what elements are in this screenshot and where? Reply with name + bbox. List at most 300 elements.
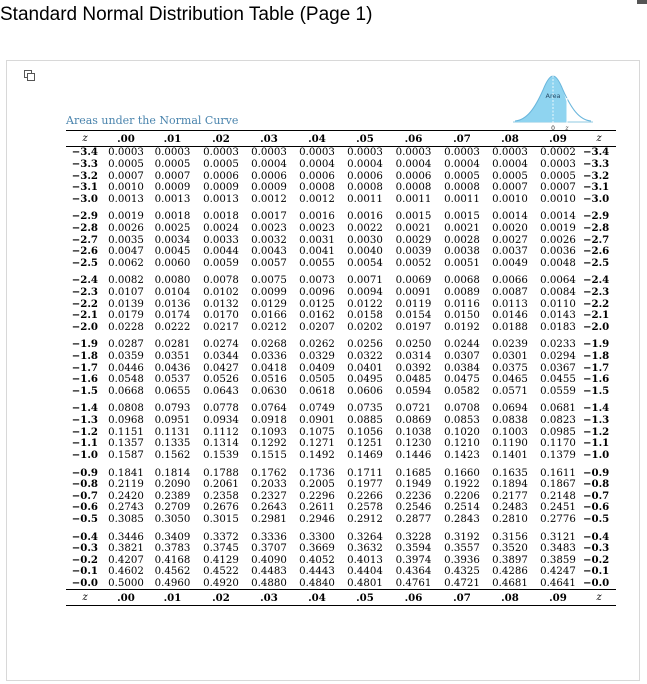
table-row	[66, 525, 616, 543]
probability-cell: 0.0023	[251, 222, 287, 234]
probability-cell: 0.0078	[203, 275, 239, 287]
probability-cell: 0.0003	[299, 147, 335, 159]
table-row	[66, 555, 616, 567]
probability-cell: 0.2420	[108, 490, 144, 502]
probability-cell: 0.0301	[492, 351, 528, 363]
table-row	[66, 223, 616, 235]
row-z-label: −3.1	[71, 181, 98, 194]
probability-cell: 0.0008	[347, 182, 383, 194]
probability-cell: 0.3192	[444, 531, 480, 543]
probability-cell: 0.4090	[251, 554, 287, 566]
probability-cell: 0.0029	[395, 234, 432, 246]
probability-cell: 0.0681	[540, 403, 576, 415]
probability-cell: 0.0068	[444, 275, 480, 287]
probability-cell: 0.4761	[395, 578, 432, 590]
probability-cell: 0.1762	[251, 467, 287, 479]
probability-cell: 0.1379	[540, 449, 576, 461]
probability-cell: 0.2177	[492, 490, 528, 502]
probability-cell: 0.0548	[108, 374, 144, 386]
probability-cell: 0.0516	[251, 374, 287, 386]
probability-cell: 0.0630	[251, 385, 287, 397]
probability-cell: 0.3446	[108, 531, 144, 543]
column-header: .04	[293, 131, 341, 147]
probability-cell: 0.0014	[540, 211, 576, 223]
probability-cell: 0.1170	[540, 438, 576, 450]
probability-cell: 0.0011	[347, 193, 383, 205]
probability-cell: 0.1357	[108, 438, 144, 450]
column-header: .03	[245, 131, 293, 147]
probability-cell: 0.4404	[347, 566, 383, 578]
probability-cell: 0.1894	[492, 479, 528, 491]
probability-cell: 0.0179	[108, 310, 144, 322]
row-z-label: −2.7	[71, 233, 98, 246]
column-header: .08	[486, 590, 534, 606]
probability-cell: 0.0212	[251, 321, 287, 333]
row-z-label: −3.3	[583, 157, 610, 170]
probability-cell: 0.0057	[251, 257, 287, 269]
probability-cell: 0.0694	[492, 403, 528, 415]
probability-cell: 0.0003	[251, 147, 287, 159]
probability-cell: 0.2206	[444, 490, 480, 502]
table-row	[66, 397, 616, 415]
probability-cell: 0.0066	[492, 275, 528, 287]
probability-cell: 0.4840	[299, 578, 335, 590]
probability-cell: 0.3483	[540, 543, 576, 555]
probability-cell: 0.0708	[444, 403, 480, 415]
column-header: .03	[245, 590, 293, 606]
probability-cell: 0.0059	[203, 257, 239, 269]
column-header: .09	[534, 590, 582, 606]
probability-cell: 0.3859	[540, 554, 576, 566]
probability-cell: 0.3156	[492, 531, 528, 543]
row-z-label: −2.5	[583, 256, 610, 269]
row-z-label: −0.0	[583, 577, 610, 590]
probability-cell: 0.1539	[203, 449, 239, 461]
column-header: .04	[293, 590, 341, 606]
probability-cell: 0.0004	[299, 158, 335, 170]
probability-cell: 0.4129	[203, 554, 239, 566]
row-z-label: −2.7	[583, 233, 610, 246]
row-z-label: −3.2	[71, 169, 98, 182]
probability-cell: 0.1401	[492, 449, 528, 461]
probability-cell: 0.0026	[108, 222, 144, 234]
probability-cell: 0.0037	[492, 246, 528, 258]
probability-cell: 0.0021	[395, 222, 432, 234]
probability-cell: 0.0228	[108, 321, 144, 333]
probability-cell: 0.0375	[492, 362, 528, 374]
probability-cell: 0.2709	[154, 502, 191, 514]
probability-cell: 0.0158	[347, 310, 383, 322]
probability-cell: 0.0041	[299, 246, 335, 258]
probability-cell: 0.0436	[154, 362, 191, 374]
probability-cell: 0.0475	[444, 374, 480, 386]
probability-cell: 0.0051	[444, 257, 480, 269]
row-z-label: −2.1	[71, 309, 98, 322]
probability-cell: 0.0003	[347, 147, 383, 159]
row-z-label: −1.0	[583, 448, 610, 461]
probability-cell: 0.0023	[299, 222, 335, 234]
probability-cell: 0.0048	[540, 257, 576, 269]
probability-cell: 0.0091	[395, 287, 432, 298]
row-z-label: −1.6	[71, 373, 98, 386]
probability-cell: 0.0075	[251, 275, 287, 287]
probability-cell: 0.1020	[444, 426, 480, 438]
probability-cell: 0.0606	[347, 385, 383, 397]
table-row	[66, 193, 616, 205]
probability-cell: 0.4286	[492, 566, 528, 578]
table-row	[66, 502, 616, 514]
z-table	[66, 130, 616, 606]
probability-cell: 0.1292	[251, 438, 287, 450]
probability-cell: 0.0968	[108, 415, 144, 427]
probability-cell: 0.0401	[347, 362, 383, 374]
probability-cell: 0.3632	[347, 543, 383, 555]
table-row	[66, 257, 616, 269]
row-z-label: −2.1	[583, 309, 610, 322]
column-header: .00	[104, 590, 148, 606]
probability-cell: 0.0537	[154, 374, 191, 386]
area-label: Area	[545, 92, 561, 100]
probability-cell: 0.1841	[108, 467, 144, 479]
row-z-label: −0.0	[71, 577, 98, 590]
probability-cell: 0.0006	[395, 170, 432, 182]
probability-cell: 0.3745	[203, 543, 239, 555]
probability-cell: 0.0009	[154, 182, 191, 194]
probability-cell: 0.0008	[299, 182, 335, 194]
probability-cell: 0.0314	[395, 351, 432, 363]
probability-cell: 0.0007	[492, 182, 528, 194]
table-row	[66, 310, 616, 322]
probability-cell: 0.0005	[492, 170, 528, 182]
probability-cell: 0.3015	[203, 513, 239, 525]
probability-cell: 0.0329	[299, 351, 335, 363]
row-z-label: −2.4	[71, 274, 98, 287]
probability-cell: 0.0668	[108, 385, 144, 397]
probability-cell: 0.3897	[492, 554, 528, 566]
probability-cell: 0.4522	[203, 566, 239, 578]
probability-cell: 0.0122	[347, 298, 383, 310]
probability-cell: 0.0007	[540, 182, 576, 194]
probability-cell: 0.0119	[395, 298, 432, 310]
column-header: .00	[104, 131, 148, 147]
probability-cell: 0.0287	[108, 339, 144, 351]
probability-cell: 0.0099	[251, 287, 287, 298]
probability-cell: 0.0004	[251, 158, 287, 170]
probability-cell: 0.0367	[540, 362, 576, 374]
probability-cell: 0.0222	[154, 321, 191, 333]
probability-cell: 0.0016	[347, 211, 383, 223]
probability-cell: 0.0030	[347, 234, 383, 246]
probability-cell: 0.1949	[395, 479, 432, 491]
header-z-label: z	[66, 590, 104, 606]
probability-cell: 0.0294	[540, 351, 576, 363]
probability-cell: 0.0054	[347, 257, 383, 269]
probability-cell: 0.0011	[444, 193, 480, 205]
probability-cell: 0.0005	[154, 158, 191, 170]
row-z-label: −0.9	[71, 466, 98, 479]
table-row	[66, 362, 616, 374]
table-row	[66, 438, 616, 450]
probability-cell: 0.0505	[299, 374, 335, 386]
probability-cell: 0.0035	[108, 234, 144, 246]
probability-cell: 0.3228	[395, 531, 432, 543]
probability-cell: 0.2090	[154, 479, 191, 491]
row-z-label: −1.8	[583, 350, 610, 363]
probability-cell: 0.0012	[251, 193, 287, 205]
probability-cell: 0.0162	[299, 310, 335, 322]
probability-cell: 0.0021	[444, 222, 480, 234]
probability-cell: 0.0008	[395, 182, 432, 194]
probability-cell: 0.2743	[108, 502, 144, 514]
row-z-label: −2.8	[71, 221, 98, 234]
probability-cell: 0.1075	[299, 426, 335, 438]
column-header: .07	[438, 131, 486, 147]
probability-cell: 0.4052	[299, 554, 335, 566]
probability-cell: 0.3085	[108, 513, 144, 525]
copy-icon[interactable]	[24, 70, 35, 81]
probability-cell: 0.0188	[492, 321, 528, 333]
probability-cell: 0.2643	[251, 502, 287, 514]
probability-cell: 0.0028	[444, 234, 480, 246]
row-z-label: −2.2	[583, 297, 610, 310]
probability-cell: 0.1562	[154, 449, 191, 461]
header-z-label: z	[582, 131, 616, 147]
probability-cell: 0.0003	[444, 147, 480, 159]
probability-cell: 0.0446	[108, 362, 144, 374]
row-z-label: −3.0	[583, 192, 610, 205]
probability-cell: 0.0004	[347, 158, 383, 170]
probability-cell: 0.4920	[203, 578, 239, 590]
probability-cell: 0.0038	[444, 246, 480, 258]
probability-cell: 0.3936	[444, 554, 480, 566]
probability-cell: 0.1587	[108, 449, 144, 461]
probability-cell: 0.0010	[492, 193, 528, 205]
probability-cell: 0.0359	[108, 351, 144, 363]
probability-cell: 0.0154	[395, 310, 432, 322]
probability-cell: 0.1736	[299, 467, 335, 479]
probability-cell: 0.0003	[492, 147, 528, 159]
row-z-label: −2.2	[71, 297, 98, 310]
probability-cell: 0.0262	[299, 339, 335, 351]
probability-cell: 0.0116	[444, 298, 480, 310]
probability-cell: 0.0643	[203, 385, 239, 397]
probability-cell: 0.0202	[347, 321, 383, 333]
probability-cell: 0.3707	[251, 543, 287, 555]
probability-cell: 0.4801	[347, 578, 383, 590]
probability-cell: 0.2483	[492, 502, 528, 514]
probability-cell: 0.4168	[154, 554, 191, 566]
probability-cell: 0.1788	[203, 467, 239, 479]
probability-cell: 0.0618	[299, 385, 335, 397]
header-row-top	[66, 131, 616, 147]
row-z-label: −0.9	[583, 466, 610, 479]
row-z-label: −0.8	[71, 478, 98, 491]
probability-cell: 0.1515	[251, 449, 287, 461]
row-z-label: −0.7	[71, 489, 98, 502]
probability-cell: 0.0003	[203, 147, 239, 159]
probability-cell: 0.4721	[444, 578, 480, 590]
probability-cell: 0.0192	[444, 321, 480, 333]
probability-cell: 0.0025	[154, 222, 191, 234]
probability-cell: 0.0019	[540, 222, 576, 234]
probability-cell: 0.3974	[395, 554, 432, 566]
probability-cell: 0.2877	[395, 513, 432, 525]
probability-cell: 0.0256	[347, 339, 383, 351]
probability-cell: 0.0281	[154, 339, 191, 351]
probability-cell: 0.0808	[108, 403, 144, 415]
probability-cell: 0.4641	[540, 578, 576, 590]
row-z-label: −1.5	[71, 384, 98, 397]
header-z-label: z	[66, 131, 104, 147]
probability-cell: 0.0336	[251, 351, 287, 363]
probability-cell: 0.0113	[492, 298, 528, 310]
row-z-label: −0.1	[71, 565, 98, 578]
probability-cell: 0.0031	[299, 234, 335, 246]
probability-cell: 0.0062	[108, 257, 144, 269]
row-z-label: −1.5	[583, 384, 610, 397]
probability-cell: 0.0351	[154, 351, 191, 363]
probability-cell: 0.0017	[251, 211, 287, 223]
probability-cell: 0.0495	[347, 374, 383, 386]
probability-cell: 0.0014	[492, 211, 528, 223]
probability-cell: 0.0465	[492, 374, 528, 386]
table-row	[66, 170, 616, 182]
table-row	[66, 514, 616, 526]
probability-cell: 0.0427	[203, 362, 239, 374]
probability-cell: 0.4562	[154, 566, 191, 578]
probability-cell: 0.1112	[203, 426, 239, 438]
row-z-label: −1.9	[71, 338, 98, 351]
probability-cell: 0.0016	[299, 211, 335, 223]
probability-cell: 0.0012	[299, 193, 335, 205]
probability-cell: 0.0047	[108, 246, 144, 258]
probability-cell: 0.0136	[154, 298, 191, 310]
probability-cell: 0.0094	[347, 287, 383, 298]
probability-cell: 0.1210	[444, 438, 480, 450]
probability-cell: 0.0250	[395, 339, 432, 351]
column-header: .07	[438, 590, 486, 606]
probability-cell: 0.0526	[203, 374, 239, 386]
probability-cell: 0.0044	[203, 246, 239, 258]
probability-cell: 0.1093	[251, 426, 287, 438]
probability-cell: 0.1611	[540, 467, 576, 479]
table-row	[66, 182, 616, 194]
probability-cell: 0.1685	[395, 467, 432, 479]
table-row	[66, 269, 616, 287]
row-z-label: −1.7	[71, 361, 98, 374]
probability-cell: 0.0005	[203, 158, 239, 170]
table-row	[66, 450, 616, 462]
probability-cell: 0.0146	[492, 310, 528, 322]
row-z-label: −2.9	[583, 210, 610, 223]
probability-cell: 0.0084	[540, 287, 576, 298]
row-z-label: −1.2	[71, 425, 98, 438]
probability-cell: 0.0034	[154, 234, 191, 246]
table-row	[66, 246, 616, 258]
probability-cell: 0.0069	[395, 275, 432, 287]
row-z-label: −2.5	[71, 256, 98, 269]
table-row	[66, 461, 616, 479]
probability-cell: 0.0096	[299, 287, 335, 298]
probability-cell: 0.0005	[108, 158, 144, 170]
probability-cell: 0.2776	[540, 513, 576, 525]
probability-cell: 0.0027	[492, 234, 528, 246]
probability-cell: 0.0010	[108, 182, 144, 194]
probability-cell: 0.0244	[444, 339, 480, 351]
probability-cell: 0.3669	[299, 543, 335, 555]
probability-cell: 0.0009	[203, 182, 239, 194]
table-row	[66, 351, 616, 363]
probability-cell: 0.0005	[444, 170, 480, 182]
probability-cell: 0.2266	[347, 490, 383, 502]
probability-cell: 0.0045	[154, 246, 191, 258]
probability-cell: 0.2676	[203, 502, 239, 514]
probability-cell: 0.2005	[299, 479, 335, 491]
probability-cell: 0.0013	[203, 193, 239, 205]
table-row	[66, 490, 616, 502]
probability-cell: 0.0015	[444, 211, 480, 223]
probability-cell: 0.0004	[492, 158, 528, 170]
probability-cell: 0.0018	[203, 211, 239, 223]
table-row	[66, 543, 616, 555]
probability-cell: 0.0107	[108, 287, 144, 298]
row-z-label: −0.5	[583, 512, 610, 525]
probability-cell: 0.2546	[395, 502, 432, 514]
probability-cell: 0.1423	[444, 449, 480, 461]
table-caption: Areas under the Normal Curve	[66, 114, 239, 127]
probability-cell: 0.2327	[251, 490, 287, 502]
row-z-label: −0.3	[71, 542, 98, 555]
probability-cell: 0.0559	[540, 385, 576, 397]
probability-cell: 0.1492	[299, 449, 335, 461]
row-z-label: −0.2	[583, 553, 610, 566]
probability-cell: 0.0087	[492, 287, 528, 298]
probability-cell: 0.0918	[251, 415, 287, 427]
probability-cell: 0.3821	[108, 543, 144, 555]
column-header: .02	[197, 131, 245, 147]
row-z-label: −1.0	[71, 448, 98, 461]
probability-cell: 0.1151	[108, 426, 144, 438]
probability-cell: 0.0006	[299, 170, 335, 182]
probability-cell: 0.4483	[251, 566, 287, 578]
probability-cell: 0.0043	[251, 246, 287, 258]
probability-cell: 0.3783	[154, 543, 191, 555]
row-z-label: −2.3	[583, 286, 610, 298]
probability-cell: 0.0409	[299, 362, 335, 374]
probability-cell: 0.2843	[444, 513, 480, 525]
probability-cell: 0.2981	[251, 513, 287, 525]
probability-cell: 0.1056	[347, 426, 383, 438]
probability-cell: 0.0166	[251, 310, 287, 322]
probability-cell: 0.0006	[251, 170, 287, 182]
row-z-label: −0.4	[583, 530, 610, 543]
table-row	[66, 374, 616, 386]
probability-cell: 0.0239	[492, 339, 528, 351]
probability-cell: 0.2061	[203, 479, 239, 491]
probability-cell: 0.1314	[203, 438, 239, 450]
probability-cell: 0.4364	[395, 566, 432, 578]
probability-cell: 0.0217	[203, 321, 239, 333]
probability-cell: 0.0129	[251, 298, 287, 310]
probability-cell: 0.1660	[444, 467, 480, 479]
probability-cell: 0.1038	[395, 426, 432, 438]
probability-cell: 0.0060	[154, 257, 191, 269]
header-z-label: z	[582, 590, 616, 606]
probability-cell: 0.0735	[347, 403, 383, 415]
table-row	[66, 322, 616, 334]
probability-cell: 0.0571	[492, 385, 528, 397]
column-header: .06	[389, 131, 438, 147]
